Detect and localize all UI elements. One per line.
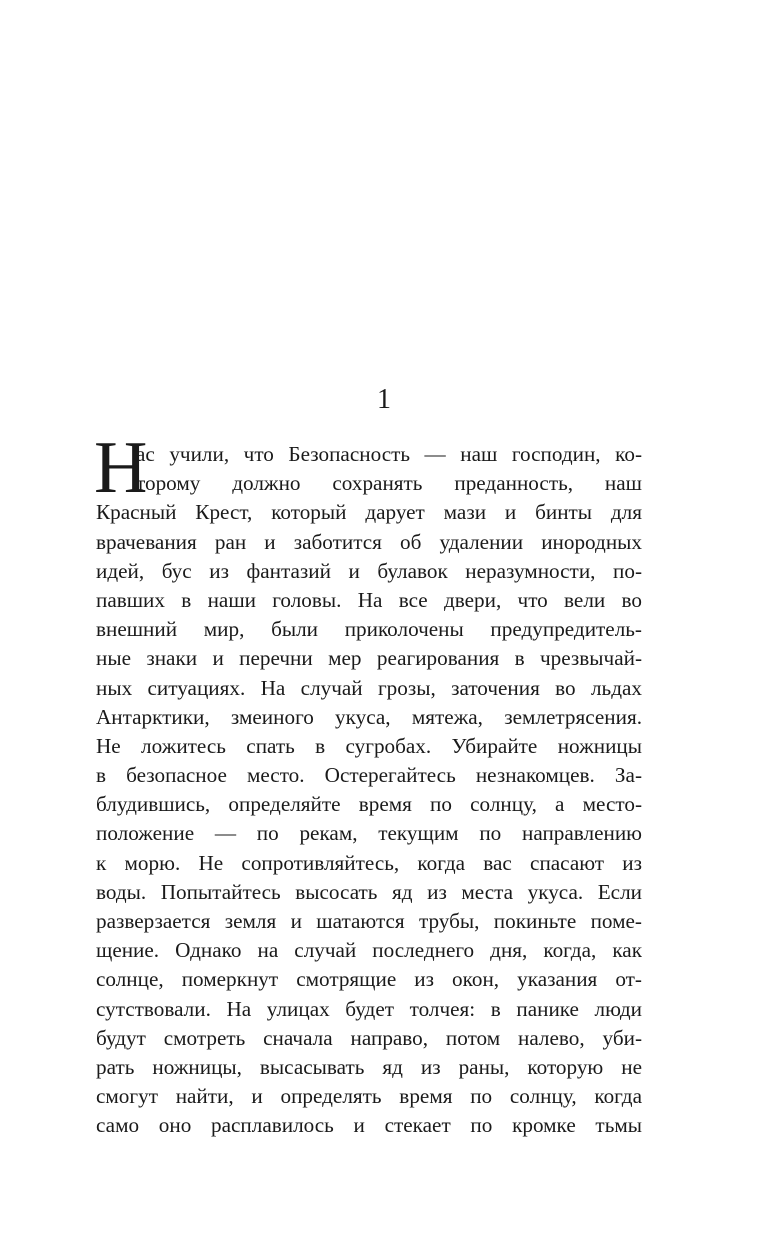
text-line: щение. Однако на случай последнего дня, когда, как [96,938,642,963]
text-line: Красный Крест, который дарует мази и бинты для [96,500,642,525]
text-line: Антарктики, змеиного укуса, мятежа, землетрясения. [96,704,642,729]
text-line: ные знаки и перечни мер реагирования в чрезвычай- [96,646,642,671]
text-line: павших в наши головы. На все двери, что вели во [96,587,642,612]
text-line: блудившись, определяйте время по солнцу, а место- [96,792,642,817]
text-line: солнце, померкнут смотрящие из окон, указания от- [96,967,642,992]
text-line: торому должно сохранять преданность, наш [136,471,642,496]
text-line: положение — по рекам, текущим по направлению [96,821,642,846]
text-line: Не ложитесь спать в сугробах. Убирайте ножницы [96,733,642,758]
drop-cap-glyph: Н [94,427,148,509]
text-line: к морю. Не сопротивляйтесь, когда вас спасают из [96,850,642,875]
text-line: врачевания ран и заботится об удалении инородных [96,529,642,554]
text-line: рать ножницы, высасывать яд из раны, которую не [96,1054,642,1079]
text-line: ных ситуациях. На случай грозы, заточения во льдах [96,675,642,700]
text-line: разверзается земля и шатаются трубы, покиньте поме- [96,909,642,933]
text-line: в безопасное место. Остерегайтесь незнакомцев. За- [96,763,642,788]
text-line: будут смотреть сначала направо, потом налево, уби- [96,1025,642,1050]
text-line: идей, бус из фантазий и булавок неразумности, по- [96,558,642,583]
text-line: ас учили, что Безопасность — наш господин, ко- [136,442,642,466]
text-line: воды. Попытайтесь высосать яд из места укуса. Если [96,879,642,904]
chapter-number: 1 [377,384,391,415]
text-line: внешний мир, были приколочены предупредитель- [96,617,642,642]
text-line: смогут найти, и определять время по солнцу, когда [96,1084,642,1109]
text-line: сутствовали. На улицах будет толчея: в панике люди [96,996,642,1021]
text-line: само оно расплавилось и стекает по кромке тьмы [96,1113,642,1138]
chapter-text [94,427,642,1141]
